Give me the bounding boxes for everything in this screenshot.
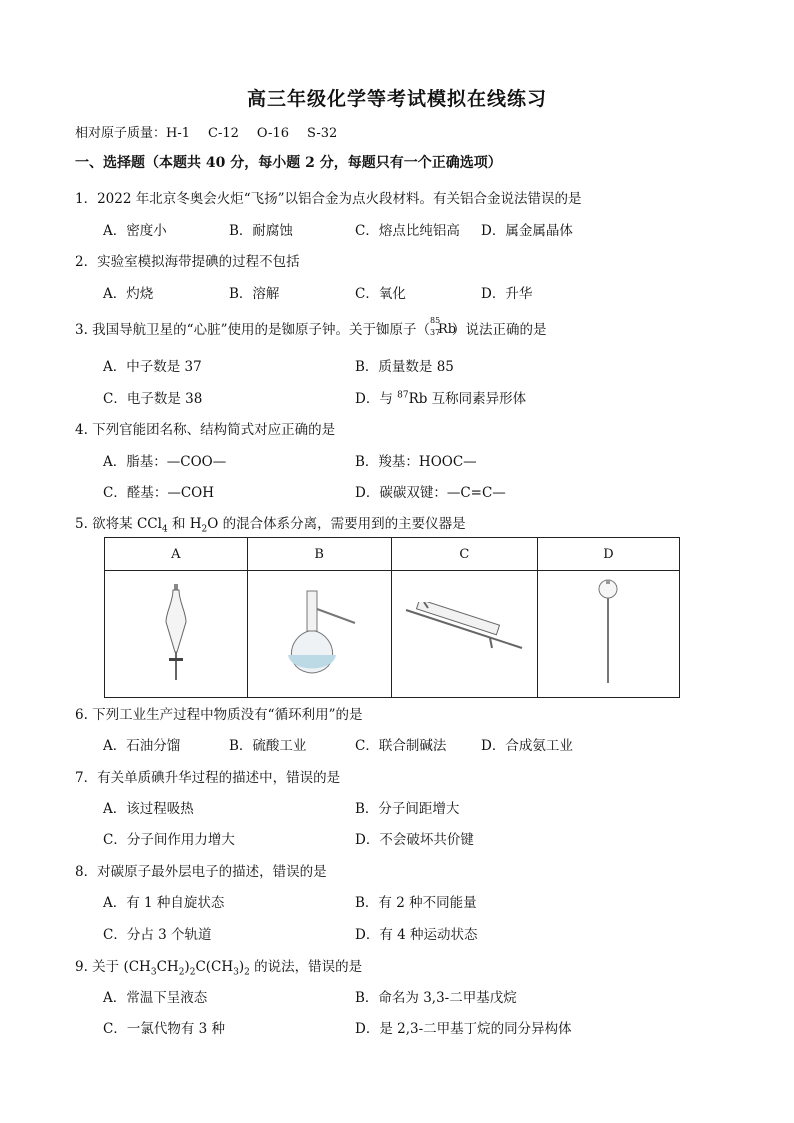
option[interactable]: A．有 1 种自旋状态 xyxy=(103,895,225,911)
question-4-stem: 4. 下列官能团名称、结构简式对应正确的是 xyxy=(75,422,336,438)
atomic-mass-h: H-1 xyxy=(166,126,191,141)
option[interactable]: B．羧基：HOOC— xyxy=(355,454,477,470)
q5-sub1: 4 xyxy=(161,524,168,535)
question-7-options-row1 xyxy=(103,797,459,817)
table-header-a[interactable]: A xyxy=(105,538,248,571)
option-d-post: Rb 互称同素异形体 xyxy=(408,391,527,407)
option[interactable]: C．分子间作用力增大 xyxy=(103,832,235,848)
option[interactable]: A．常温下呈液态 xyxy=(103,990,208,1006)
option[interactable]: A．中子数是 37 xyxy=(103,359,202,375)
q9-frag: CH xyxy=(156,959,179,975)
question-3-stem-pre: 3. 我国导航卫星的“心脏”使用的是铷原子钟。关于铷原子（ xyxy=(75,322,430,338)
atomic-masses-label: 相对原子质量： xyxy=(75,126,167,141)
long-neck-funnel-icon xyxy=(593,577,623,687)
question-9-stem xyxy=(75,955,362,978)
option[interactable]: A．该过程吸热 xyxy=(103,801,194,817)
option[interactable]: A．密度小 xyxy=(103,223,167,239)
apparatus-cell-c[interactable] xyxy=(391,571,537,698)
table-header-c[interactable]: C xyxy=(391,538,537,571)
atomic-mass-c: C-12 xyxy=(208,126,239,141)
option-d-pre: D．与 xyxy=(355,391,398,407)
option[interactable]: D．不会破坏共价键 xyxy=(355,832,474,848)
option[interactable]: B．有 2 种不同能量 xyxy=(355,895,477,911)
option[interactable]: C．分占 3 个轨道 xyxy=(103,927,212,943)
question-4-options-row1 xyxy=(103,450,477,470)
rubidium-isotope xyxy=(429,316,457,337)
apparatus-cell-b[interactable] xyxy=(247,571,391,698)
question-3-options-row2 xyxy=(103,387,526,407)
option[interactable]: C．熔点比纯铝高 xyxy=(355,223,460,239)
q5-pre: 5. 欲将某 CCl xyxy=(75,516,162,532)
q9-post: 的说法，错误的是 xyxy=(249,959,363,975)
question-7-options-row2 xyxy=(103,828,474,848)
question-8-stem: 8．对碳原子最外层电子的描述，错误的是 xyxy=(75,864,327,880)
option[interactable]: A．灼烧 xyxy=(103,286,154,302)
option[interactable]: B．硫酸工业 xyxy=(229,738,307,754)
question-3-stem xyxy=(75,318,546,338)
option[interactable]: D．有 4 种运动状态 xyxy=(355,927,478,943)
isotope-atomic-number: 37 xyxy=(429,328,441,337)
apparatus-cell-a[interactable] xyxy=(105,571,248,698)
isotope-symbol: Rb xyxy=(437,322,457,337)
option[interactable]: B．溶解 xyxy=(229,286,280,302)
option[interactable]: C．氧化 xyxy=(355,286,406,302)
condenser-icon xyxy=(402,602,526,662)
option-d-mass: 87 xyxy=(397,390,409,401)
option[interactable]: D．是 2,3-二甲基丁烷的同分异构体 xyxy=(355,1021,572,1037)
section-heading: 一、选择题（本题共 40 分，每小题 2 分，每题只有一个正确选项） xyxy=(75,155,502,171)
table-header-d[interactable]: D xyxy=(537,538,679,571)
option[interactable]: D．碳碳双键：—C=C— xyxy=(355,485,506,501)
question-2-stem: 2．实验室模拟海带提碘的过程不包括 xyxy=(75,254,300,270)
q9-sub: 2 xyxy=(178,967,185,978)
option[interactable]: B．耐腐蚀 xyxy=(229,223,293,239)
question-1-options xyxy=(103,219,573,239)
question-3-options-row1 xyxy=(103,355,454,375)
separatory-funnel-icon xyxy=(156,582,196,682)
q9-frag: ) xyxy=(238,959,245,975)
q5-mid: 和 H xyxy=(167,516,202,532)
option[interactable]: B．分子间距增大 xyxy=(355,801,460,817)
apparatus-table xyxy=(104,537,680,698)
q9-sub: 3 xyxy=(150,967,157,978)
question-3-stem-post: ）说法正确的是 xyxy=(451,322,547,338)
question-2-options xyxy=(103,282,532,302)
apparatus-cell-d[interactable] xyxy=(537,571,679,698)
question-4-options-row2 xyxy=(103,481,506,501)
page-title: 高三年级化学等考试模拟在线练习 xyxy=(246,88,547,110)
option[interactable]: D．合成氨工业 xyxy=(481,738,573,754)
option[interactable]: A．石油分馏 xyxy=(103,738,181,754)
distillation-flask-icon xyxy=(279,587,359,677)
atomic-mass-s: S-32 xyxy=(307,126,338,141)
atomic-masses xyxy=(75,122,337,141)
question-5-stem xyxy=(75,512,466,535)
q9-pre: 9. 关于 (CH xyxy=(75,959,151,975)
option[interactable] xyxy=(355,391,526,407)
option[interactable]: C．联合制碱法 xyxy=(355,738,447,754)
question-8-options-row2 xyxy=(103,923,478,943)
q9-frag: ) xyxy=(184,959,190,975)
q9-sub: 2 xyxy=(244,967,250,978)
question-9-options-row2 xyxy=(103,1017,572,1037)
question-9-options-row1 xyxy=(103,986,517,1006)
question-6-stem: 6. 下列工业生产过程中物质没有“循环利用”的是 xyxy=(75,707,363,723)
isotope-mass-number: 85 xyxy=(429,316,441,325)
q9-sub: 3 xyxy=(233,967,239,978)
q5-sub2: 2 xyxy=(201,524,208,535)
table-header-b[interactable]: B xyxy=(247,538,391,571)
q9-frag: C(CH xyxy=(195,959,234,975)
option[interactable]: C．电子数是 38 xyxy=(103,391,203,407)
option[interactable]: C．一氯代物有 3 种 xyxy=(103,1021,226,1037)
option[interactable]: D．属金属晶体 xyxy=(481,223,573,239)
atomic-mass-o: O-16 xyxy=(256,126,289,141)
question-7-stem: 7．有关单质碘升华过程的描述中，错误的是 xyxy=(75,770,341,786)
option[interactable]: D．升华 xyxy=(481,286,533,302)
option[interactable]: C．醛基：—COH xyxy=(103,485,214,501)
question-8-options-row1 xyxy=(103,891,477,911)
option[interactable]: B．质量数是 85 xyxy=(355,359,454,375)
question-6-options xyxy=(103,734,573,754)
q9-sub: 2 xyxy=(189,967,196,978)
question-1-stem: 1．2022 年北京冬奥会火炬“飞扬”以铝合金为点火段材料。有关铝合金说法错误的是 xyxy=(75,191,582,207)
option[interactable]: A．脂基：—COO— xyxy=(103,454,227,470)
option[interactable]: B．命名为 3,3-二甲基戊烷 xyxy=(355,990,517,1006)
q5-post: O 的混合体系分离，需要用到的主要仪器是 xyxy=(207,516,466,532)
